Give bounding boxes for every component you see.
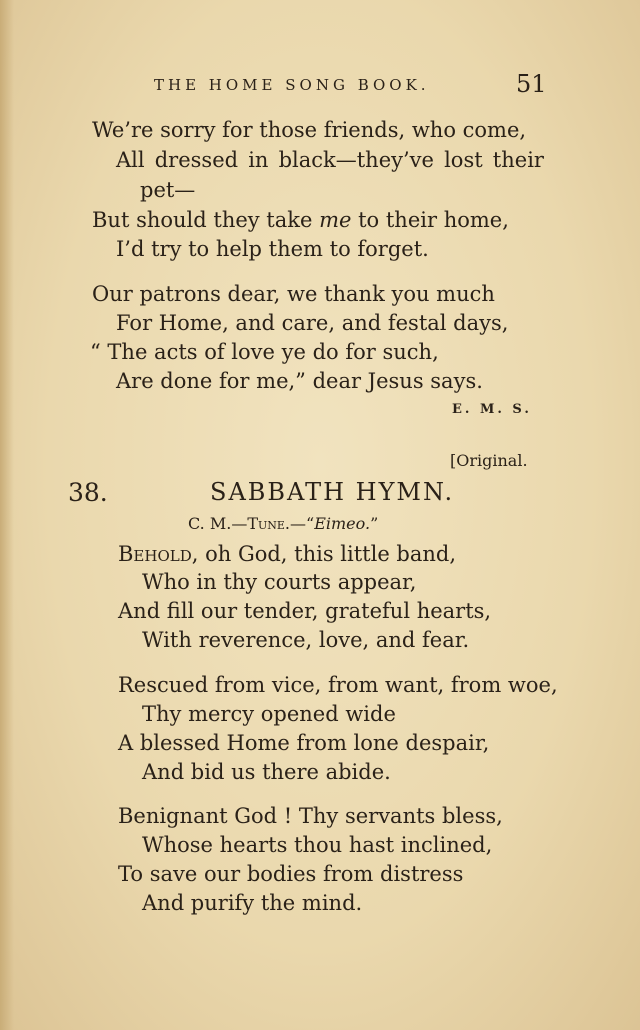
tune-label: Tune (247, 514, 285, 533)
tune-separator: .—“ (284, 514, 315, 533)
hymn-line: And bid us there abide. (142, 760, 391, 784)
hymn-line (118, 541, 456, 567)
word: dressed (154, 148, 239, 172)
word: black—they’ve (278, 148, 434, 172)
meter: C. M.— (188, 514, 248, 533)
poem-line: “ The acts of love ye do for such, (90, 340, 439, 364)
text-run: , oh God, this little band, (191, 542, 457, 566)
hymn-number: 38. (68, 478, 108, 507)
poem-line: For Home, and care, and festal days, (116, 311, 509, 335)
text-run: But should they take (92, 208, 320, 232)
source-note: [Original. (450, 451, 528, 470)
hymn-line: With reverence, love, and fear. (142, 628, 470, 652)
page-edge-shadow (0, 0, 14, 1030)
text-run: to their home, (351, 208, 509, 232)
hymn-line: And fill our tender, grateful hearts, (118, 599, 492, 623)
hymn-line: Who in thy courts appear, (142, 570, 417, 594)
page-header (0, 68, 640, 98)
hymn-line: Benignant God ! Thy servants bless, (118, 804, 503, 828)
hymn-line: Thy mercy opened wide (142, 702, 396, 726)
page-number: 51 (516, 70, 547, 98)
hymn-line: And purify the mind. (142, 891, 363, 915)
tune-name: Eimeo. (314, 514, 371, 533)
author-attribution: E. M. S. (452, 402, 532, 417)
hymn-line: Whose hearts thou hast inclined, (142, 833, 493, 857)
poem-line (92, 207, 509, 233)
word: lost (444, 148, 483, 172)
poem-line: We’re sorry for those friends, who come, (92, 118, 527, 142)
hymn-title: SABBATH HYMN. (210, 478, 455, 506)
word: All (116, 148, 145, 172)
poem-line-justified (116, 147, 544, 173)
word: their (492, 148, 544, 172)
poem-line: Are done for me,” dear Jesus says. (116, 369, 483, 393)
poem-line: Our patrons dear, we thank you much (92, 282, 495, 306)
hymn-line: A blessed Home from lone despair, (118, 731, 490, 755)
running-title: THE HOME SONG BOOK. (154, 76, 430, 94)
hymn-line: To save our bodies from distress (118, 862, 464, 886)
emphasis: me (319, 208, 352, 232)
first-word: Behold (118, 542, 192, 566)
poem-line: pet— (140, 178, 196, 202)
tune-line (188, 514, 378, 533)
tune-close: ” (370, 514, 379, 533)
hymn-line: Rescued from vice, from want, from woe, (118, 673, 558, 697)
word: in (248, 148, 269, 172)
poem-line: I’d try to help them to forget. (116, 237, 429, 261)
